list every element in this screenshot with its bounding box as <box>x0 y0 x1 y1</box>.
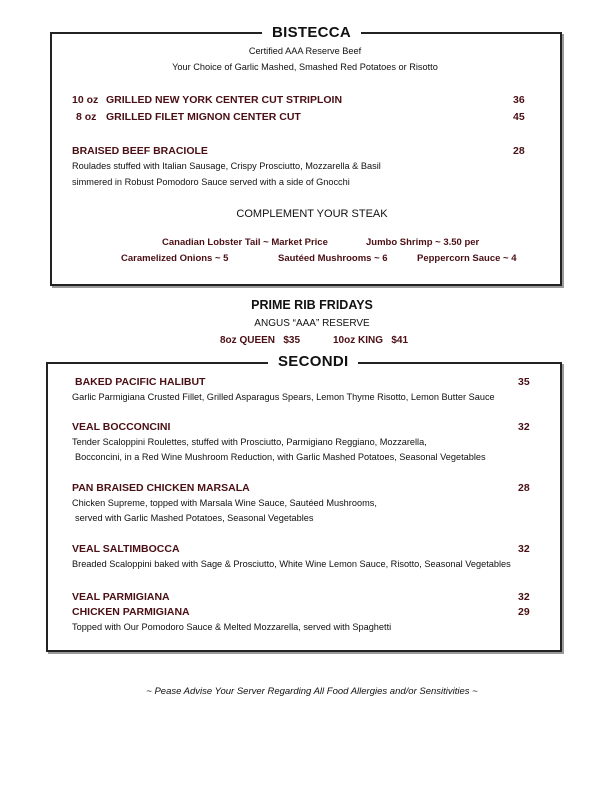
item-description: simmered in Robust Pomodoro Sauce served with a side of Gnocchi <box>72 177 350 187</box>
item-price: 28 <box>518 482 530 494</box>
item-price: 35 <box>518 376 530 388</box>
item-price: 32 <box>518 543 530 555</box>
addon-lobster: Canadian Lobster Tail ~ Market Price <box>162 237 328 248</box>
item-description: Chicken Supreme, topped with Marsala Wine Sauce, Sautéed Mushrooms, <box>72 498 377 508</box>
bistecca-subtitle-1: Certified AAA Reserve Beef <box>248 46 362 56</box>
addon-mushrooms: Sautéed Mushrooms ~ 6 <box>278 253 388 264</box>
item-description: Breaded Scaloppini baked with Sage & Prosciutto, White Wine Lemon Sauce, Risotto, Seasonal Vegetables <box>72 559 511 569</box>
secondi-title: SECONDI <box>268 353 358 370</box>
prime-rib-queen: 8oz QUEEN $35 <box>220 335 301 346</box>
item-price: 28 <box>513 145 525 157</box>
item-name: GRILLED FILET MIGNON CENTER CUT <box>106 111 301 123</box>
item-description: Tender Scaloppini Roulettes, stuffed with Prosciutto, Parmigiano Reggiano, Mozzarella, <box>72 437 427 447</box>
prime-rib-king: 10oz KING $41 <box>333 335 409 346</box>
item-description: Garlic Parmigiana Crusted Fillet, Grilled Asparagus Spears, Lemon Thyme Risotto, Lemon Butter Sauce <box>72 392 495 402</box>
item-description: Topped with Our Pomodoro Sauce & Melted Mozzarella, served with Spaghetti <box>72 622 392 632</box>
item-size: 8 oz <box>76 111 97 123</box>
item-description: Bocconcini, in a Red Wine Mushroom Reduction, with Garlic Mashed Potatoes, Seasonal Vegetables <box>75 452 486 462</box>
item-name: CHICKEN PARMIGIANA <box>72 606 190 618</box>
item-name: GRILLED NEW YORK CENTER CUT STRIPLOIN <box>106 94 343 106</box>
item-name: VEAL BOCCONCINI <box>72 421 171 433</box>
item-price: 45 <box>513 111 525 123</box>
item-price: 36 <box>513 94 525 106</box>
item-name: VEAL SALTIMBOCCA <box>72 543 180 555</box>
allergy-notice: ~ Pease Advise Your Server Regarding All Food Allergies and/or Sensitivities ~ <box>146 686 478 697</box>
item-price: 32 <box>518 591 530 603</box>
item-description: served with Garlic Mashed Potatoes, Seasonal Vegetables <box>75 513 314 523</box>
item-description: Roulades stuffed with Italian Sausage, Crispy Prosciutto, Mozzarella & Basil <box>72 161 381 171</box>
addon-peppercorn: Peppercorn Sauce ~ 4 <box>417 253 517 264</box>
bistecca-subtitle-2: Your Choice of Garlic Mashed, Smashed Red Potatoes or Risotto <box>172 62 438 72</box>
bistecca-title: BISTECCA <box>262 24 361 41</box>
item-name: VEAL PARMIGIANA <box>72 591 170 603</box>
item-name: BAKED PACIFIC HALIBUT <box>75 376 206 388</box>
complement-heading: COMPLEMENT YOUR STEAK <box>236 208 388 220</box>
item-name: BRAISED BEEF BRACIOLE <box>72 145 208 157</box>
item-size: 10 oz <box>72 94 99 106</box>
item-price: 29 <box>518 606 530 618</box>
prime-rib-title: PRIME RIB FRIDAYS <box>251 298 373 312</box>
addon-onions: Caramelized Onions ~ 5 <box>121 253 229 264</box>
prime-rib-subtitle: ANGUS “AAA” RESERVE <box>254 318 370 329</box>
addon-shrimp: Jumbo Shrimp ~ 3.50 per <box>366 237 480 248</box>
item-price: 32 <box>518 421 530 433</box>
item-name: PAN BRAISED CHICKEN MARSALA <box>72 482 250 494</box>
